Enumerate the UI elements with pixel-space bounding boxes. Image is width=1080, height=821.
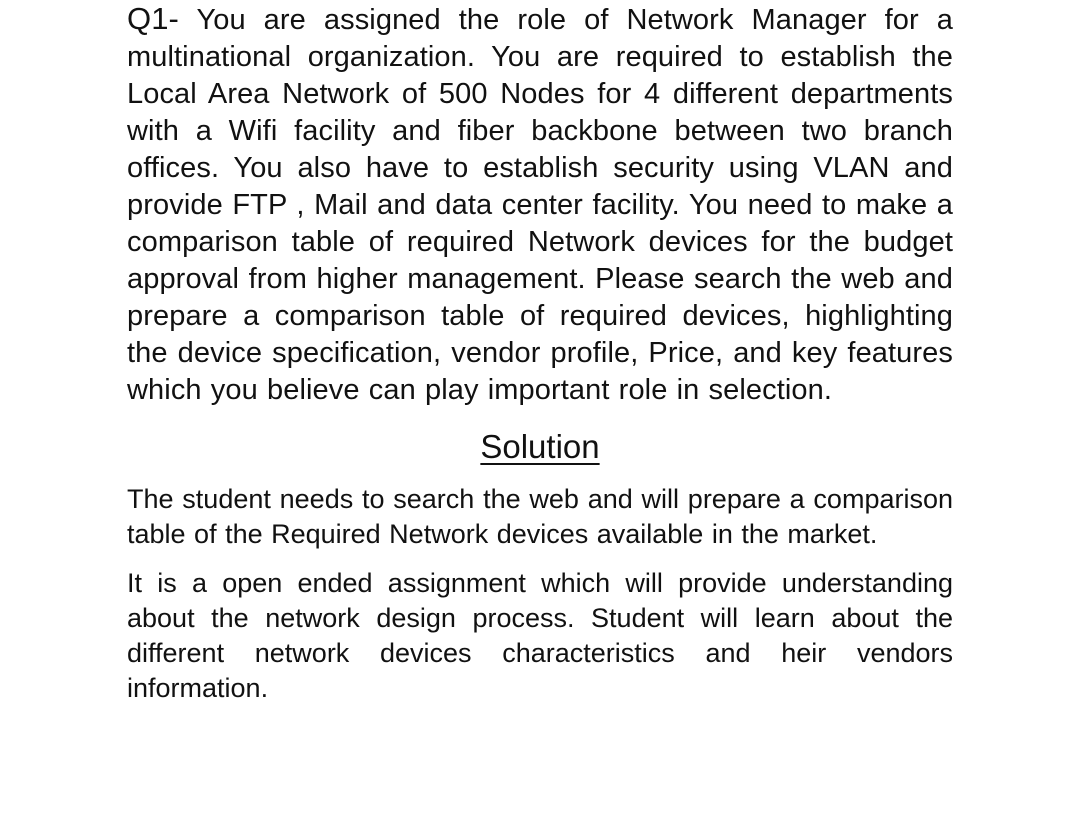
question-label: Q1- [127, 1, 179, 36]
solution-paragraph-1: The student needs to search the web and will prepare a comparison table of the Required Network devices available in the market. [127, 484, 953, 549]
question-text: You are assigned the role of Network Manager for a multinational organization. You are required to establish the Local Area Network of 500 Nodes for 4 different departments with a Wifi facility and fiber backbone between two branch offices. You also have to establish security using VLAN and provide FTP , Mail and data center facility. You need to make a comparison table of required Network devices for the budget approval from higher management. Please search the web and prepare a comparison table of required devices, highlighting the device specification, vendor profile, Price, and key features which you believe can play important role in selection. [127, 4, 953, 406]
document-page [127, 0, 953, 706]
question-paragraph [127, 0, 953, 409]
solution-heading: Solution [480, 428, 600, 465]
solution-paragraph-2: It is a open ended assignment which will provide understanding about the network design process. Student will learn about the different network devices characteristics and heir vendors information. [127, 568, 953, 703]
